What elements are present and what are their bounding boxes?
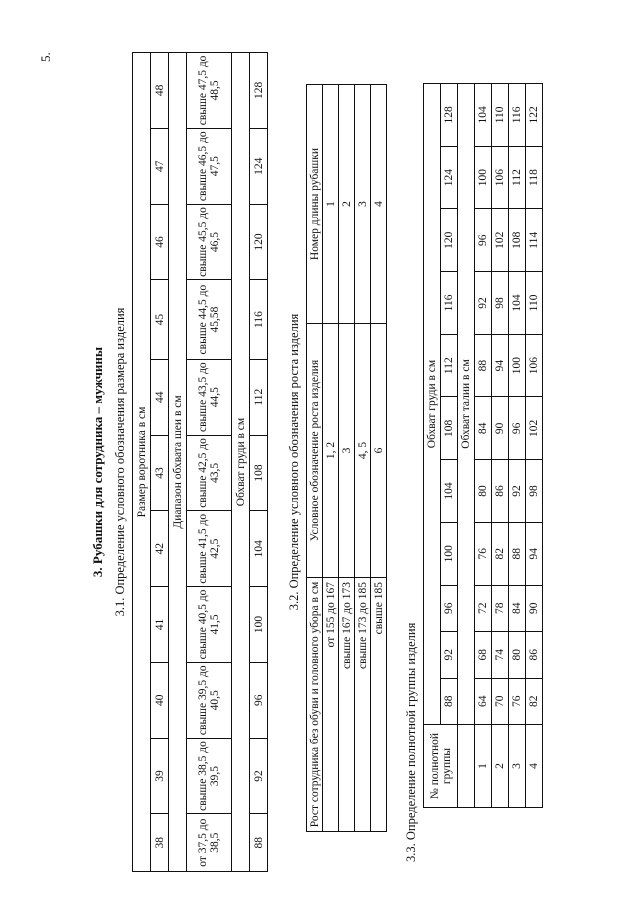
waist-cell: 118 [526,146,543,209]
waist-cell: 114 [526,209,543,272]
size-row [151,53,169,872]
height-code-header: Условное обозначение роста изделия [307,324,323,578]
height-col-header: Рост сотрудника без обуви и головного убора в см [307,578,323,832]
waist-cell: 76 [475,522,492,585]
neck-range-cell: свыше 46,5 до 47,5 [187,128,232,204]
collar-size-cell: 41 [151,587,169,663]
chest-cell: 100 [250,587,268,663]
size-table [132,52,268,872]
neck-range-cell: свыше 44,5 до 45,58 [187,280,232,359]
waist-cell: 98 [492,272,509,335]
collar-size-cell: 42 [151,511,169,587]
height-code-cell: 6 [371,324,387,578]
chest-cell: 120 [441,209,458,272]
waist-cell: 92 [509,460,526,523]
chest-cell: 128 [441,84,458,147]
waist-cell: 112 [509,146,526,209]
chest-cell: 92 [441,632,458,678]
chest-cell: 128 [250,53,268,129]
waist-cell: 94 [492,334,509,397]
waist-cell: 108 [509,209,526,272]
group-number-cell: 4 [526,725,543,808]
group-number-cell: 3 [509,725,526,808]
height-code-cell: 3 [339,324,355,578]
table-row [339,85,355,832]
waist-cell: 92 [475,272,492,335]
neck-range-cell: свыше 43,5 до 44,5 [187,359,232,435]
waist-cell: 82 [526,678,543,724]
table2-caption: 3.2. Определение условного обозначения роста изделия [287,313,301,611]
range-row [187,53,232,872]
waist-cell: 96 [475,209,492,272]
table-row [475,84,492,808]
waist-cell: 90 [492,397,509,460]
collar-size-cell: 40 [151,662,169,738]
height-range-cell: свыше 185 [371,578,387,832]
collar-size-cell: 48 [151,53,169,129]
group-number-cell: 1 [475,725,492,808]
table3-caption: 3.3. Определение полнотной группы изделия [404,622,418,862]
shirt-length-cell: 3 [355,85,371,324]
waist-cell: 102 [492,209,509,272]
group-blank [458,725,475,808]
height-table [306,84,387,832]
neck-range-cell: свыше 45,5 до 46,5 [187,204,232,280]
waist-cell: 86 [526,632,543,678]
table-row [492,84,509,808]
chest-cell: 112 [250,359,268,435]
waist-cell: 82 [492,522,509,585]
chest-cell: 124 [250,128,268,204]
chest-cell: 116 [250,280,268,359]
page-number: 5. [38,52,53,62]
collar-size-cell: 45 [151,280,169,359]
chest-cell: 104 [441,460,458,523]
section-title: 3. Рубашки для сотрудника – мужчины [90,346,105,578]
waist-cell: 100 [475,146,492,209]
collar-size-cell: 39 [151,738,169,814]
waist-cell: 110 [492,84,509,147]
chest-cell: 108 [441,397,458,460]
waist-cell: 84 [475,397,492,460]
chest-cell: 96 [441,585,458,631]
chest-header: Обхват груди в см [232,53,250,872]
neck-range-cell: от 37,5 до 38,5 [187,814,232,872]
waist-cell: 86 [492,460,509,523]
waist-cell: 98 [526,460,543,523]
collar-header: Размер воротника в см [133,53,151,872]
table-row [355,85,371,832]
height-range-cell: от 155 до 167 [323,578,339,832]
group-header: № полнотной группы [424,725,458,808]
height-range-cell: свыше 167 до 173 [339,578,355,832]
waist-cell: 80 [475,460,492,523]
collar-size-cell: 44 [151,359,169,435]
shirt-length-cell: 2 [339,85,355,324]
collar-size-cell: 43 [151,435,169,511]
collar-size-cell: 38 [151,814,169,872]
waist-cell: 90 [526,585,543,631]
waist-cell: 110 [526,272,543,335]
fullness-table [423,83,543,808]
table-row [526,84,543,808]
group-number-cell: 2 [492,725,509,808]
waist-cell: 94 [526,522,543,585]
waist-cell: 88 [509,522,526,585]
waist-cell: 84 [509,585,526,631]
document-content [88,52,568,872]
chest-cell: 100 [441,522,458,585]
neck-range-cell: свыше 42,5 до 43,5 [187,435,232,511]
chest-header-t3: Обхват груди в см [424,84,441,725]
chest-row-t3 [441,84,458,808]
waist-cell: 78 [492,585,509,631]
chest-cell: 92 [250,738,268,814]
waist-cell: 72 [475,585,492,631]
waist-cell: 102 [526,397,543,460]
waist-cell: 106 [492,146,509,209]
waist-cell: 64 [475,678,492,724]
waist-cell: 104 [509,272,526,335]
collar-size-cell: 47 [151,128,169,204]
waist-cell: 70 [492,678,509,724]
neck-range-cell: свыше 40,5 до 41,5 [187,587,232,663]
waist-header: Обхват талии в см [458,84,475,725]
waist-cell: 80 [509,632,526,678]
neck-range-cell: свыше 39,5 до 40,5 [187,662,232,738]
neck-range-cell: свыше 47,5 до 48,5 [187,53,232,129]
waist-cell: 76 [509,678,526,724]
waist-cell: 96 [509,397,526,460]
waist-cell: 122 [526,84,543,147]
waist-cell: 100 [509,334,526,397]
chest-cell: 124 [441,146,458,209]
shirt-length-cell: 1 [323,85,339,324]
neck-header: Диапазон обхвата шеи в см [169,53,187,872]
table1-caption: 3.1. Определение условного обозначения размера изделия [113,307,127,617]
chest-cell: 88 [441,678,458,724]
neck-range-cell: свыше 38,5 до 39,5 [187,738,232,814]
height-code-cell: 1, 2 [323,324,339,578]
height-code-cell: 4, 5 [355,324,371,578]
chest-cell: 112 [441,334,458,397]
neck-range-cell: свыше 41,5 до 42,5 [187,511,232,587]
table-row [371,85,387,832]
height-range-cell: свыше 173 до 185 [355,578,371,832]
chest-cell: 104 [250,511,268,587]
chest-cell: 116 [441,272,458,335]
shirt-length-header: Номер длины рубашки [307,85,323,324]
table-row [323,85,339,832]
collar-size-cell: 46 [151,204,169,280]
chest-cell: 120 [250,204,268,280]
waist-cell: 106 [526,334,543,397]
waist-cell: 74 [492,632,509,678]
table-row [509,84,526,808]
chest-cell: 88 [250,814,268,872]
shirt-length-cell: 4 [371,85,387,324]
chest-row [250,53,268,872]
waist-cell: 68 [475,632,492,678]
chest-cell: 108 [250,435,268,511]
waist-cell: 104 [475,84,492,147]
waist-cell: 88 [475,334,492,397]
chest-cell: 96 [250,662,268,738]
waist-cell: 116 [509,84,526,147]
